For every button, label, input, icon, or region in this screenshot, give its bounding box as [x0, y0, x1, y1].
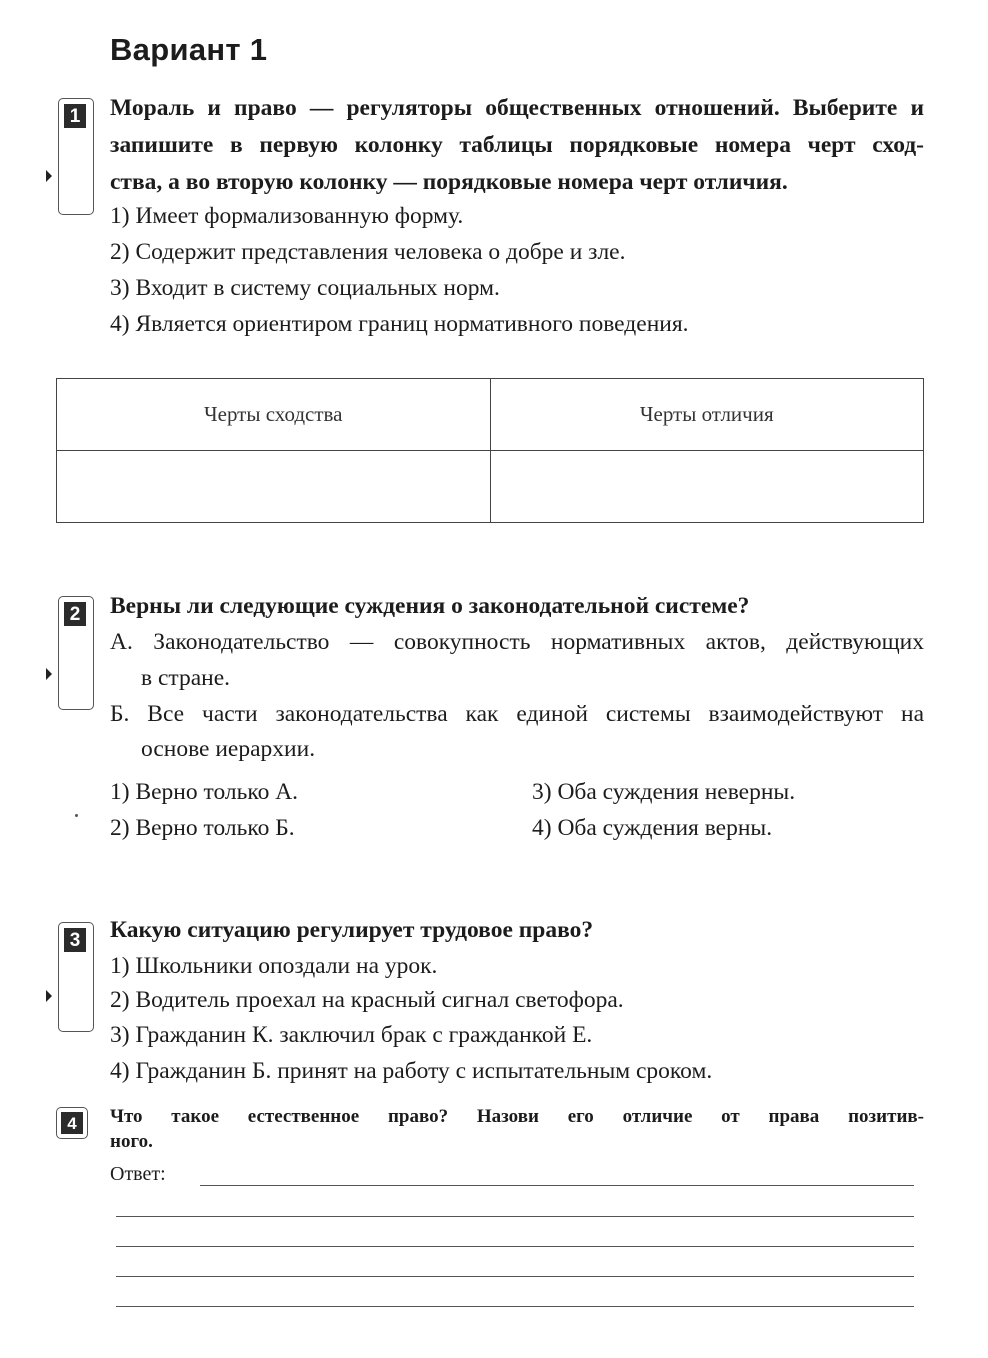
answer-line-1[interactable]	[200, 1185, 914, 1186]
question-1-number: 1	[64, 104, 86, 128]
question-2-statement-b-line-2: основе иерархии.	[141, 736, 316, 762]
question-3-box	[58, 922, 94, 1032]
table-header-differences: Черты отличия	[490, 379, 924, 451]
question-3-text: Какую ситуацию регулирует трудовое право?	[110, 917, 594, 943]
question-1-box	[58, 98, 94, 215]
answer-label: Ответ:	[110, 1163, 166, 1185]
question-2-statement-b-line-1: Б. Все части законодательства как единой системы взаимодействуют на	[110, 701, 924, 727]
question-3-number: 3	[64, 928, 86, 952]
question-1-option-2: 2) Содержит представления человека о добре и зле.	[110, 239, 626, 265]
question-3-option-2: 2) Водитель проехал на красный сигнал светофора.	[110, 987, 624, 1013]
question-2-marker-icon	[46, 668, 52, 680]
question-3-option-3: 3) Гражданин К. заключил брак с гражданкой Е.	[110, 1022, 593, 1048]
question-4-box	[56, 1107, 88, 1139]
question-1-text-line-3: ства, а во вторую колонку — порядковые номера черт отличия.	[110, 169, 788, 195]
question-2-box	[58, 596, 94, 710]
page-title: Вариант 1	[110, 32, 268, 67]
table-header-similarities: Черты сходства	[57, 379, 491, 451]
question-2-number: 2	[64, 602, 86, 626]
question-2-statement-a-line-1: А. Законодательство — совокупность нормативных актов, действующих	[110, 629, 924, 655]
question-2-option-1: 1) Верно только А.	[110, 779, 299, 805]
question-1-option-1: 1) Имеет формализованную форму.	[110, 203, 464, 229]
question-3-marker-icon	[46, 990, 52, 1002]
answer-line-5[interactable]	[116, 1306, 914, 1307]
stray-dot	[75, 814, 78, 817]
table-cell-similarities-answer[interactable]	[57, 451, 491, 523]
answer-line-2[interactable]	[116, 1216, 914, 1217]
question-2-statement-a-line-2: в стране.	[141, 665, 231, 691]
question-4-text-line-1: Что такое естественное право? Назови его отличие от права позитив-	[110, 1106, 924, 1127]
table-cell-differences-answer[interactable]	[490, 451, 924, 523]
answer-line-3[interactable]	[116, 1246, 914, 1247]
answer-table	[56, 378, 924, 523]
question-4-number: 4	[61, 1112, 83, 1134]
question-3-option-4: 4) Гражданин Б. принят на работу с испытательным сроком.	[110, 1058, 713, 1084]
question-2-text: Верны ли следующие суждения о законодательной системе?	[110, 593, 750, 619]
question-1-option-3: 3) Входит в систему социальных норм.	[110, 275, 500, 301]
question-1-option-4: 4) Является ориентиром границ нормативного поведения.	[110, 311, 689, 337]
question-1-text-line-1: Мораль и право — регуляторы общественных отношений. Выберите и	[110, 95, 924, 121]
question-2-option-3: 3) Оба суждения неверны.	[532, 779, 796, 805]
question-4-text-line-2: ного.	[110, 1131, 153, 1152]
question-1-text-line-2: запишите в первую колонку таблицы порядковые номера черт сход-	[110, 132, 924, 158]
question-2-option-4: 4) Оба суждения верны.	[532, 815, 773, 841]
question-3-option-1: 1) Школьники опоздали на урок.	[110, 953, 438, 979]
answer-line-4[interactable]	[116, 1276, 914, 1277]
question-1-marker-icon	[46, 170, 52, 182]
question-2-option-2: 2) Верно только Б.	[110, 815, 295, 841]
